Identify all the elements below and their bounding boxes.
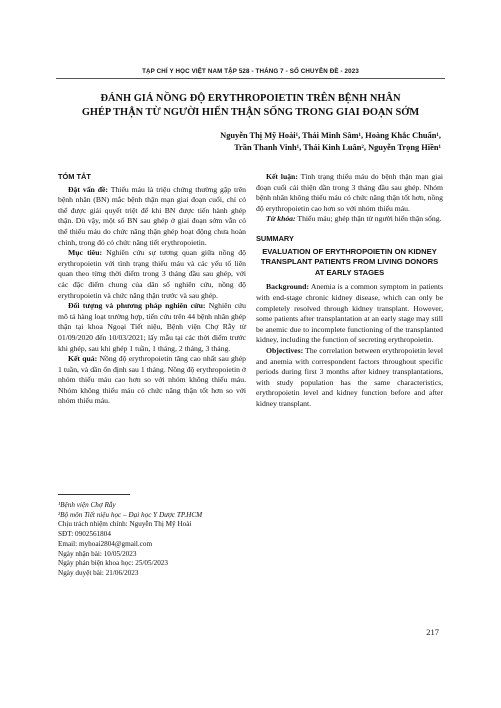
en-objectives-text: The correlation between erythropoietin level and anemia with correspondent factors throughout specific periods during first 3 months after kidney transplantations, with study population has the same characteristics, erythropoietin level and kidney function before and after kidney transplant. <box>256 345 443 408</box>
affiliation-1: ¹Bệnh viện Chợ Rẫy <box>58 501 116 509</box>
en-objectives-paragraph <box>256 346 443 410</box>
vi-background-label: Đặt vấn đề: <box>68 184 108 194</box>
author-list <box>150 130 441 154</box>
authors-line-2: Trần Thanh Vinh¹, Thái Kinh Luân², Nguyễn Trọng Hiền¹ <box>234 143 441 152</box>
title-line-2: GHÉP THẬN TỪ NGƯỜI HIẾN THẬN SỐNG TRONG GIAI ĐOẠN SỚM <box>81 107 420 118</box>
date-received: Ngày nhận bài: 10/05/2023 <box>58 549 137 558</box>
vi-keywords-label: Từ khóa: <box>266 214 296 224</box>
page-number: 217 <box>426 627 439 637</box>
vi-background-text: Thiếu máu là triệu chứng thường gặp trên bệnh nhân (BN) mắc bệnh thận mạn giai đoạn cuối, chỉ có thể được giải quyết triệt để khi BN được tiến hành ghép thận. Dù vậy, một số BN sau ghép ở giai đoạn sớm vẫn có thể thiếu máu do chức năng thận ghép hoạt động chưa hoàn chỉnh, trong đó có chức năng tiết erythropoietin. <box>58 184 246 247</box>
en-background-text: Anemia is a common symptom in patients with end-stage chronic kidney disease, which can only be completely resolved through kidney transplant. However, some patients after transplantation at an early stage may still be anemic due to incomplete functioning of the transplanted kidney, including the function of secreting erythropoietin. <box>256 282 443 345</box>
date-approved: Ngày duyệt bài: 21/06/2023 <box>58 568 139 577</box>
title-line-1: ĐÁNH GIÁ NỒNG ĐỘ ERYTHROPOIETIN TRÊN BỆNH NHÂN <box>100 93 401 104</box>
en-article-title: EVALUATION OF ERYTHROPOIETIN ON KIDNEY TRANSPLANT PATIENTS FROM LIVING DONORS AT EARLY STAGES <box>260 246 439 277</box>
vi-methods-paragraph <box>58 301 246 354</box>
vi-objective-paragraph <box>58 248 246 301</box>
vi-conclusion-text: Tình trạng thiếu máu do bệnh thận mạn giai đoạn cuối cải thiện dần trong 3 tháng đầu sau ghép. Nhóm bệnh nhân không thiếu máu có chức năng thận tốt hơn, nồng độ erythropoietin cao hơn so với nhóm thiếu máu. <box>256 172 443 213</box>
phone: SĐT: 0902561804 <box>58 530 111 539</box>
article-title <box>60 92 441 120</box>
vi-conclusion-label: Kết luận: <box>266 172 298 181</box>
vi-results-label: Kết quả: <box>68 354 98 364</box>
vi-background-paragraph <box>58 185 246 249</box>
footnote-rule <box>58 494 130 495</box>
vi-keywords-paragraph <box>256 214 443 225</box>
right-column <box>256 172 443 409</box>
en-abstract-heading: SUMMARY <box>256 233 294 243</box>
vi-results-paragraph <box>58 354 246 407</box>
vi-results-text: Nồng độ erythropoietin tăng cao nhất sau ghép 1 tuần, và dần ổn định sau 1 tháng. Nồng độ erythropoietin ở nhóm thiếu máu cao hơn so với nhóm không thiếu máu. Nhóm không thiếu máu có chức năng thận tốt hơn so với nhóm thiếu máu. <box>58 354 247 406</box>
vi-methods-text: Nghiên cứu mô tả hàng loạt trường hợp, tiến cứu trên 44 bệnh nhân ghép thận tại khoa Ngoại Tiết niệu, Bệnh viện Chợ Rẫy từ 01/09/2020 đến 10/03/2021; lấy mẫu tại các thời điểm trước khi ghép, sau khi ghép 1 tuần, 1 tháng, 2 tháng, 3 tháng. <box>58 301 246 353</box>
corresponding-author: Chịu trách nhiệm chính: Nguyễn Thị Mỹ Hoài <box>58 520 192 529</box>
en-background-label: Background: <box>266 282 310 292</box>
en-objectives-label: Objectives: <box>266 345 304 355</box>
vi-methods-label: Đối tượng và phương pháp nghiên cứu: <box>68 301 206 311</box>
vi-abstract-heading: TÓM TẮT <box>58 172 91 181</box>
vi-objective-label: Mục tiêu: <box>68 248 103 258</box>
date-reviewed: Ngày phản biện khoa học: 25/05/2023 <box>58 559 168 568</box>
vi-conclusion-paragraph <box>256 172 443 214</box>
journal-header: TẠP CHÍ Y HỌC VIỆT NAM TẬP 528 - THÁNG 7 - SỐ CHUYÊN ĐỀ - 2023 <box>56 68 445 79</box>
vi-objective-text: Nghiên cứu sự tương quan giữa nồng độ erythropoietin với tình trạng thiếu máu và các yếu tố liên quan theo từng thời điểm trong 3 tháng đầu sau ghép, với các đặc điểm chung của dân số nghiên cứu, nồng độ erythropoietin và chức năng thận trước và sau ghép. <box>58 248 246 300</box>
affiliation-2: ²Bộ môn Tiết niệu học – Đại học Y Dược TP.HCM <box>58 510 203 519</box>
authors-line-1: Nguyễn Thị Mỹ Hoài¹, Thái Minh Sâm¹, Hoàng Khắc Chuẩn¹, <box>220 131 441 140</box>
email: Email: myhoai2804@gmail.com <box>58 539 153 548</box>
footnotes <box>58 494 246 579</box>
vi-keywords-text: Thiếu máu; ghép thận từ người hiến thận sống. <box>295 214 442 224</box>
left-column <box>58 172 246 407</box>
en-background-paragraph <box>256 282 443 346</box>
